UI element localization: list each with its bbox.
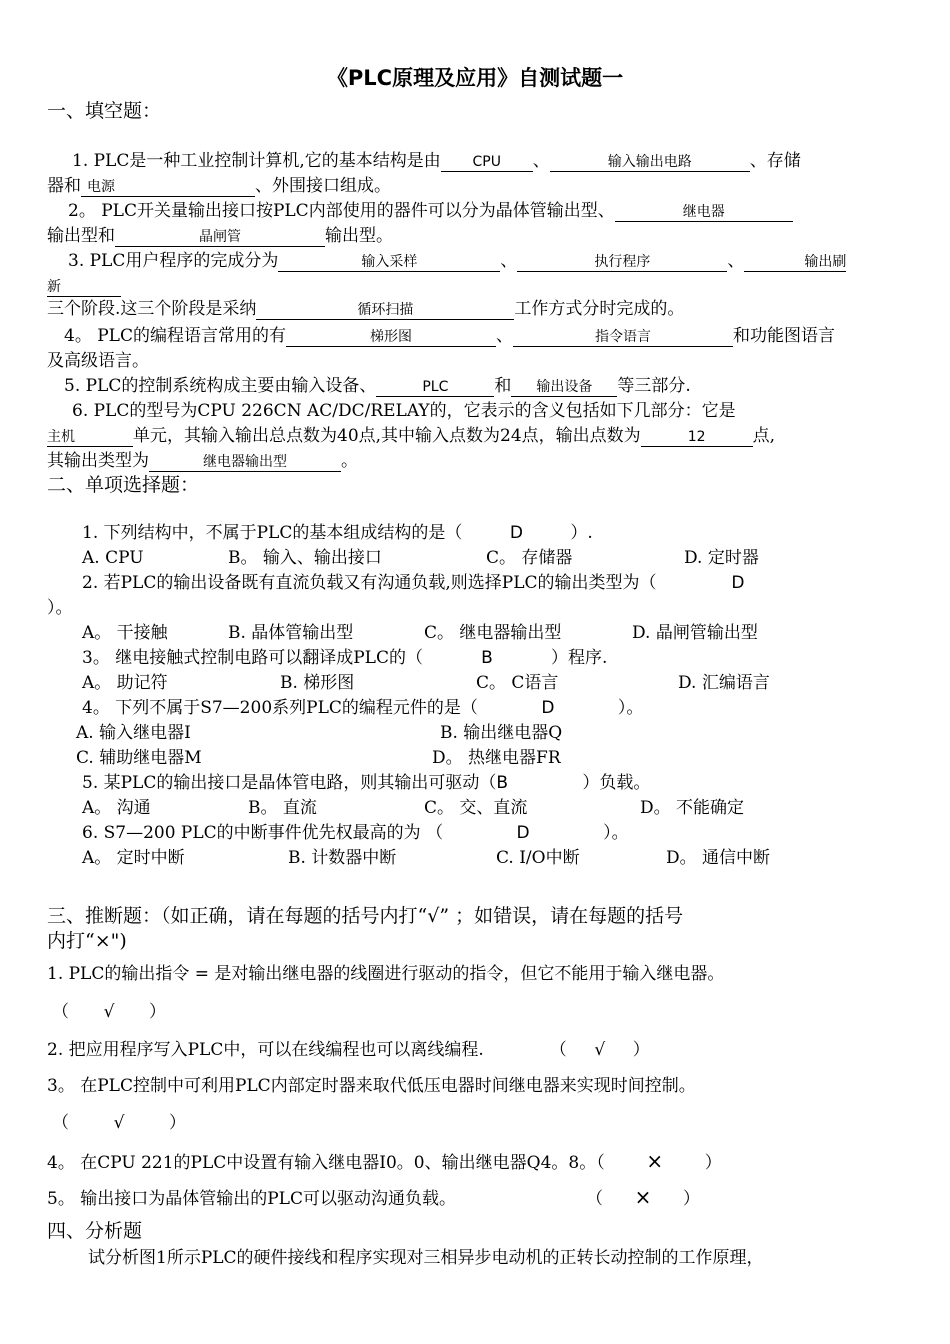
q2-4-stem: 4。 下列不属于S7—200系列PLC的编程元件的是（ D ）。: [82, 698, 644, 718]
answer-blank: 输出设备: [511, 378, 617, 397]
q1-5: 5. PLC的控制系统构成主要由输入设备、 PLC 和 输出设备 等三部分.: [64, 376, 691, 396]
q1-3-line3: 三个阶段.这三个阶段是采纳 循环扫描 工作方式分时完成的。: [47, 299, 685, 319]
section-heading-judgement-cont: 内打“×"): [47, 930, 127, 952]
q1-1-line1: 1. PLC是一种工业控制计算机,它的基本结构是由 CPU 、 输入输出电路 、存储: [72, 151, 801, 171]
q2-3-option-a: A。 助记符: [82, 673, 168, 693]
section-heading-fill-blank: 一、填空题：: [47, 100, 162, 122]
q1-4-line2: 及高级语言。: [47, 351, 149, 371]
answer-blank: PLC: [376, 378, 494, 397]
q2-3-stem: 3。 继电接触式控制电路可以翻译成PLC的（ B ）程序.: [82, 648, 608, 668]
q2-2-option-c: C。 继电器输出型: [424, 623, 562, 643]
q1-6-line1: 6. PLC的型号为CPU 226CN AC/DC/RELAY的，它表示的含义包括如下几部分：它是: [72, 401, 736, 421]
answer-blank: 12: [641, 428, 753, 447]
q1-2-line1: 2。 PLC开关量输出接口按PLC内部使用的器件可以分为晶体管输出型、 继电器: [68, 200, 793, 222]
q1-1-line2: 器和 电源 、外围接口组成。: [47, 176, 391, 196]
q1-4-line1: 4。 PLC的编程语言常用的有 梯形图 、 指令语言 和功能图语言: [64, 326, 835, 346]
q3-3-text: 3。 在PLC控制中可利用PLC内部定时器来取代低压电器时间继电器来实现时间控制。: [47, 1076, 696, 1096]
q2-4-option-c: C. 辅助继电器M: [76, 748, 202, 768]
q2-2-stem-end: ）。: [47, 598, 73, 618]
page-title: 《PLC原理及应用》自测试题一: [326, 66, 624, 90]
q2-4-option-d: D。 热继电器FR: [432, 748, 561, 768]
q1-3-line2: [47, 275, 121, 297]
q2-1-stem: 1. 下列结构中，不属于PLC的基本组成结构的是（ D ）.: [82, 523, 593, 543]
answer-blank: 执行程序: [517, 253, 727, 272]
q1-3-line1: 3. PLC用户程序的完成分为 输入采样 、 执行程序 、 输出刷: [68, 251, 847, 271]
q3-1-bracket: （ √ ）: [52, 1002, 166, 1022]
q2-6-option-a: A。 定时中断: [82, 848, 185, 868]
q1-6-line2: 主机 单元，其输入输出总点数为40点,其中输入点数为24点，输出点数为 12 点,: [47, 426, 776, 446]
q2-6-option-c: C. I/O中断: [496, 848, 580, 868]
q2-4-option-a: A. 输入继电器I: [76, 723, 191, 743]
answer-blank: 输出刷: [744, 253, 846, 272]
q2-4-option-b: B. 输出继电器Q: [440, 723, 563, 743]
answer-blank: 电源: [81, 178, 255, 197]
q2-6-stem: 6. S7—200 PLC的中断事件优先权最高的为 （ D ）。: [82, 823, 629, 843]
answer-blank: 主机: [47, 428, 133, 447]
q2-5-stem: 5. 某PLC的输出接口是晶体管电路，则其输出可驱动（B ）负载。: [82, 773, 651, 793]
section-heading-judgement: 三、推断题：（如正确，请在每题的括号内打“√” ；如错误，请在每题的括号: [47, 905, 684, 927]
q2-1-option-c: C。 存储器: [486, 548, 573, 568]
q2-6-option-b: B. 计数器中断: [288, 848, 397, 868]
q2-2-option-a: A。 干接触: [82, 623, 168, 643]
section-heading-single-choice: 二、单项选择题：: [47, 474, 200, 496]
q3-4: 4。 在CPU 221的PLC中设置有输入继电器I0。0、输出继电器Q4。8。（ × ）: [47, 1149, 722, 1173]
answer-blank: 循环扫描: [256, 301, 514, 320]
q2-1-option-b: B。 输入、输出接口: [228, 548, 382, 568]
q3-2: 2. 把应用程序写入PLC中，可以在线编程也可以离线编程. （ √ ）: [47, 1040, 650, 1060]
q2-3-option-b: B. 梯形图: [280, 673, 355, 693]
q2-2-stem: 2. 若PLC的输出设备既有直流负载又有沟通负载,则选择PLC的输出类型为（ D: [82, 573, 745, 593]
q2-3-option-d: D. 汇编语言: [678, 673, 770, 693]
q1-2-line2: 输出型和 晶闸管 输出型。: [47, 226, 393, 246]
answer-blank: 输入采样: [278, 253, 500, 272]
q2-5-option-a: A。 沟通: [82, 798, 151, 818]
q2-2-option-b: B. 晶体管输出型: [228, 623, 354, 643]
q2-1-option-d: D. 定时器: [684, 548, 759, 568]
q2-3-option-c: C。 C语言: [476, 673, 559, 693]
q2-5-option-d: D。 不能确定: [640, 798, 745, 818]
q3-3-bracket: （ √ ）: [52, 1113, 186, 1133]
analysis-text: 试分析图1所示PLC的硬件接线和程序实现对三相异步电动机的正转长动控制的工作原理，: [88, 1248, 764, 1268]
answer-blank: 指令语言: [513, 328, 733, 347]
answer-blank: 新: [47, 278, 121, 297]
answer-blank: CPU: [441, 153, 533, 172]
q3-5: 5。 输出接口为晶体管输出的PLC可以驱动沟通负载。 （ × ）: [47, 1185, 700, 1209]
q3-1-text: 1. PLC的输出指令 = 是对输出继电器的线圈进行驱动的指令，但它不能用于输入继电器。: [47, 964, 725, 984]
answer-blank: 梯形图: [286, 328, 496, 347]
answer-blank: 输入输出电路: [550, 153, 750, 172]
q1-6-line3: 其输出类型为 继电器输出型 。: [47, 451, 358, 471]
section-heading-analysis: 四、分析题: [47, 1220, 143, 1242]
answer-blank: 晶闸管: [115, 228, 325, 247]
q2-1-option-a: A. CPU: [82, 548, 144, 568]
answer-blank: 继电器: [615, 203, 793, 222]
q2-5-option-c: C。 交、直流: [424, 798, 528, 818]
q2-2-option-d: D. 晶闸管输出型: [632, 623, 758, 643]
q2-6-option-d: D。 通信中断: [666, 848, 771, 868]
q2-5-option-b: B。 直流: [248, 798, 317, 818]
answer-blank: 继电器输出型: [149, 453, 341, 472]
